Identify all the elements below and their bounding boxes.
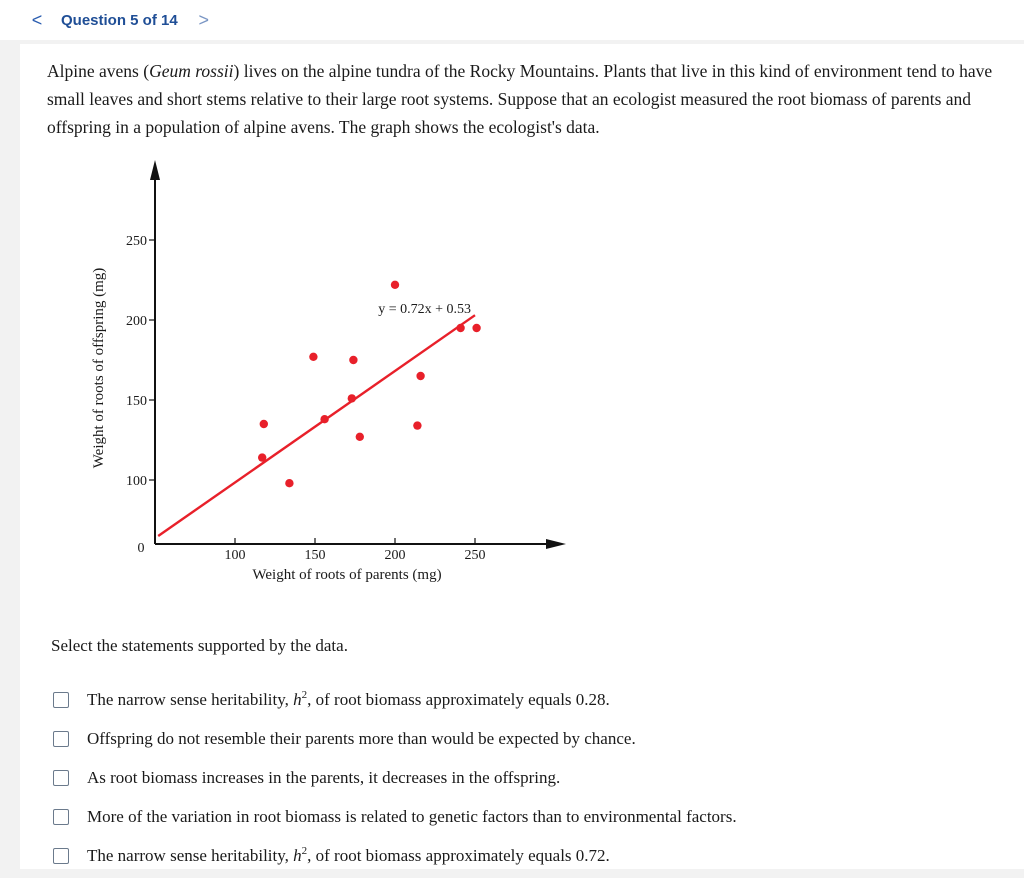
data-point xyxy=(413,421,421,429)
question-nav-bar xyxy=(0,0,1024,40)
option-no-resemblance[interactable] xyxy=(53,719,737,758)
option-label: The narrow sense heritability, $h^2$, of root biomass approximately equals 0.72. xyxy=(87,845,610,865)
y-axis-arrow xyxy=(150,160,160,180)
option-label: The narrow sense heritability, $h^2$, of root biomass approximately equals 0.28. xyxy=(87,689,610,709)
data-point xyxy=(391,281,399,289)
question-card xyxy=(20,44,1024,869)
data-point xyxy=(260,420,268,428)
data-point xyxy=(356,433,364,441)
y-tick-label: 150 xyxy=(126,394,147,409)
x-tick-label: 150 xyxy=(304,548,326,563)
option-label: Offspring do not resemble their parents more than would be expected by chance. xyxy=(87,728,636,748)
data-point xyxy=(309,353,317,361)
data-point xyxy=(416,372,424,380)
data-point xyxy=(349,356,357,364)
data-point xyxy=(456,324,464,332)
y-axis-label: Weight of roots of offspring (mg) xyxy=(91,267,107,469)
prompt-species-name: Geum rossii xyxy=(149,61,234,81)
question-prompt xyxy=(47,57,997,141)
prompt-text-start: Alpine avens ( xyxy=(47,61,150,81)
y-tick-label: 250 xyxy=(126,234,147,249)
data-point xyxy=(258,453,266,461)
x-axis-label: Weight of roots of parents (mg) xyxy=(252,567,442,583)
x-axis-arrow xyxy=(546,539,566,549)
checkbox[interactable] xyxy=(53,809,69,825)
y-tick-label: 100 xyxy=(126,474,147,489)
checkbox[interactable] xyxy=(53,692,69,708)
scatter-chart xyxy=(80,154,600,594)
next-question-button[interactable]: > xyxy=(198,10,209,30)
checkbox[interactable] xyxy=(53,770,69,786)
checkbox[interactable] xyxy=(53,848,69,864)
answer-options xyxy=(53,680,737,875)
previous-question-button[interactable]: < xyxy=(31,10,43,30)
data-point xyxy=(348,394,356,402)
question-counter[interactable]: Question 5 of 14 xyxy=(61,11,178,29)
data-point xyxy=(472,324,480,332)
data-point xyxy=(285,479,293,487)
option-heritability-028[interactable] xyxy=(53,680,737,719)
checkbox[interactable] xyxy=(53,731,69,747)
option-genetic-factors[interactable] xyxy=(53,797,737,836)
x-tick-label: 200 xyxy=(384,548,406,563)
chart-svg xyxy=(80,154,600,594)
regression-equation-label: y = 0.72x + 0.53 xyxy=(378,302,471,318)
option-label: More of the variation in root biomass is related to genetic factors than to environmental factors. xyxy=(87,806,737,826)
option-inverse-relationship[interactable] xyxy=(53,758,737,797)
data-point xyxy=(320,415,328,423)
regression-line xyxy=(158,315,475,536)
instructions-text: Select the statements supported by the data. xyxy=(51,636,348,655)
prompt-text-end: ) lives on the alpine tundra of the Rocky Mountains. Plants that live in this kind of environment tend to have small leaves and short stems relative to their large root systems. Suppose that an ecologist measured the root biomass of parents and offspring in a population of alpine avens. The graph shows the ecologist's data. xyxy=(47,61,993,137)
x-tick-label: 100 xyxy=(224,548,246,563)
y-tick-label: 200 xyxy=(126,314,147,329)
origin-tick-label: 0 xyxy=(137,541,145,556)
x-tick-label: 250 xyxy=(464,548,486,563)
option-heritability-072[interactable] xyxy=(53,836,737,875)
option-label: As root biomass increases in the parents, it decreases in the offspring. xyxy=(87,767,561,787)
